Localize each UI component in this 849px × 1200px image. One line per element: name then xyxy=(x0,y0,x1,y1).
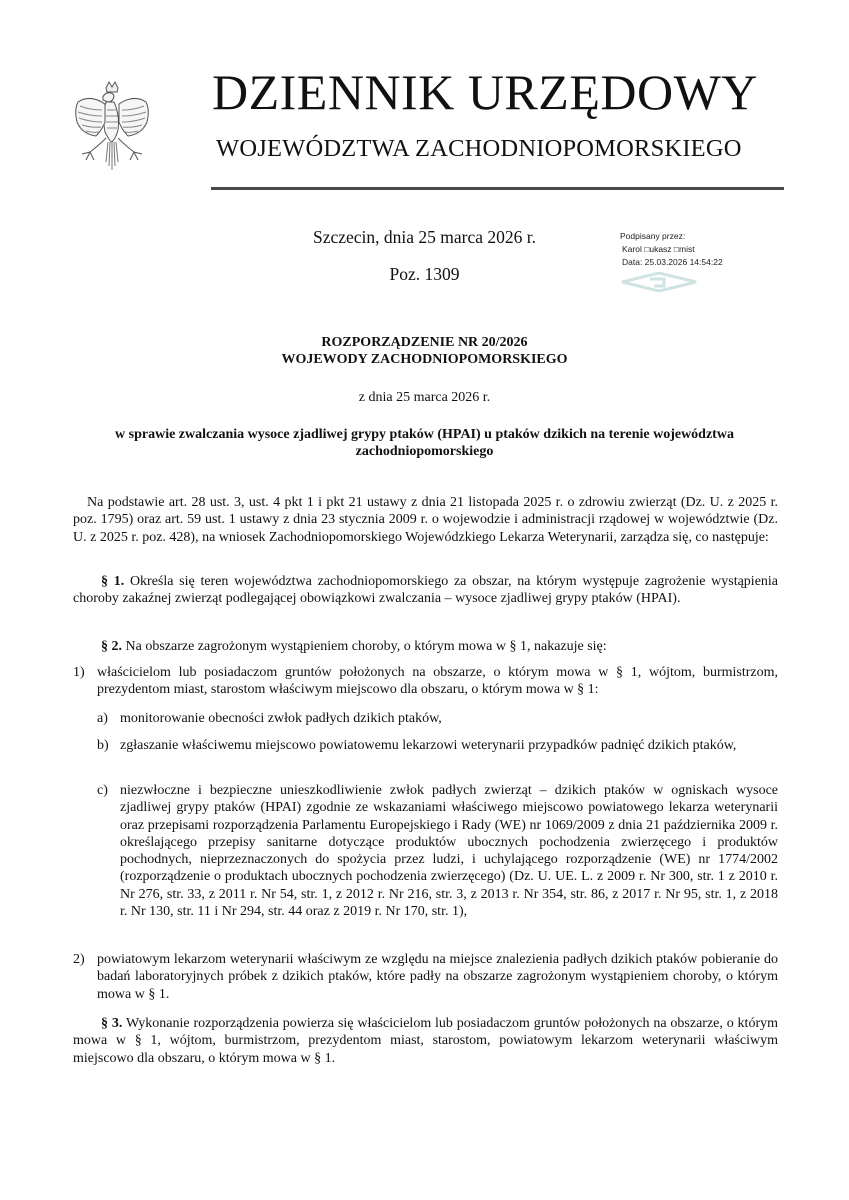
preamble-text: Na podstawie art. 28 ust. 3, ust. 4 pkt 1 i pkt 21 ustawy z dnia 21 listopada 2025 r. o zdrowiu zwierząt (Dz. U. z 2025 r. poz. 1795) oraz art. 59 ust. 1 ustawy z dnia 23 stycznia 2009 r. o wojewodzie i administracji rządowej w województwie (Dz. U. z 2025 r. poz. 428), na wniosek Zachodniopomorskiego Wojewódzkiego Lekarza Weterynarii, zarządza się, co następuje: xyxy=(73,495,778,545)
act-subject: w sprawie zwalczania wysoce zjadliwej grypy ptaków (HPAI) u ptaków dzikich na terenie województwa zachodniopomorskiego xyxy=(115,427,734,459)
signature-name: Karol □ukasz □mist xyxy=(622,244,695,254)
section-1 xyxy=(73,573,778,608)
subitem-letter: c) xyxy=(97,783,108,798)
section-3 xyxy=(73,1015,778,1067)
section-3-label: § 3. xyxy=(101,1016,123,1031)
section-3-text: Wykonanie rozporządzenia powierza się właścicielom lub posiadaczom gruntów położonych na obszarze, o którym mowa w § 1, wójtom, burmistrzom, prezydentom miast, starostom, powiatowym lekarzom weterynarii właściwym miejscowo dla obszaru, o którym mowa w § 1. xyxy=(73,1016,779,1066)
preamble xyxy=(73,494,778,546)
subitem-text: niezwłoczne i bezpieczne unieszkodliwienie zwłok padłych zwierząt – dzikich ptaków w ogniskach wysoce zjadliwej grypy ptaków (HPAI) zgodnie ze wskazaniami właściwego miejscowo powiatowego lekarza weterynarii oraz przepisami rozporządzenia Parlamentu Europejskiego i Rady (WE) nr 1069/2009 z dnia 21 października 2009 r. określającego przepisy sanitarne dotyczące produktów ubocznych pochodzenia zwierzęcego i produktów pochodnych, nieprzeznaczonych do spożycia przez ludzi, i uchylającego rozporządzenie (WE) nr 1774/2002 (rozporządzenie o produktach ubocznych pochodzenia zwierzęcego) (Dz. U. UE. L. z 2009 r. Nr 300, str. 1 z 2010 r. Nr 276, str. 33, z 2011 r. Nr 54, str. 1, z 2012 r. Nr 216, str. 3, z 2013 r. Nr 354, str. 86, z 2017 r. Nr 95, str. 1, z 2018 r. Nr 130, str. 11 i Nr 294, str. 44 oraz z 2019 r. Nr 170, str. 1), xyxy=(120,783,778,920)
position-number: Poz. 1309 xyxy=(389,264,460,284)
section-2-text: Na obszarze zagrożonym wystąpieniem choroby, o którym mowa w § 1, nakazuje się: xyxy=(125,639,607,654)
section-1-label: § 1. xyxy=(101,574,125,589)
signature-date: Data: 25.03.2026 14:54:22 xyxy=(622,257,723,267)
place-date-text: Szczecin, dnia 25 marca 2026 r. xyxy=(312,227,537,247)
item-text: właścicielom lub posiadaczom gruntów położonych na obszarze, o którym mowa w § 1, wójtom, burmistrzom, prezydentom miast, starostom właściwym miejscowo dla obszaru, o którym mowa w § 1: xyxy=(97,665,778,698)
digital-signature[interactable] xyxy=(620,230,723,269)
header-divider xyxy=(211,187,784,190)
section-2-item-1 xyxy=(73,664,778,699)
section-2 xyxy=(73,638,778,655)
subitem-text: monitorowanie obecności zwłok padłych dzikich ptaków, xyxy=(120,711,442,726)
section-2-item-1b xyxy=(73,737,778,754)
item-number: 2) xyxy=(73,952,85,967)
act-title-line1: ROZPORZĄDZENIE NR 20/2026 xyxy=(321,335,528,350)
act-title-line2: WOJEWODY ZACHODNIOPOMORSKIEGO xyxy=(281,352,568,367)
item-text: powiatowym lekarzom weterynarii właściwym ze względu na miejsce znalezienia padłych dzikich ptaków pobieranie do badań laboratoryjnych próbek z dzikich ptaków, które padły na obszarze zagrożonym wystąpieniem choroby, o którym mowa w § 1. xyxy=(97,952,778,1002)
journal-subtitle: WOJEWÓDZTWA ZACHODNIOPOMORSKIEGO xyxy=(216,135,742,162)
signature-validity-icon xyxy=(620,272,698,292)
subitem-letter: a) xyxy=(97,711,108,726)
polish-eagle-emblem-icon xyxy=(72,80,152,180)
signature-label: Podpisany przez: xyxy=(620,231,686,241)
section-1-text: Określa się teren województwa zachodniopomorskiego za obszar, na którym występuje zagrożenie wystąpienia choroby zakaźnej zwierząt podlegającej obowiązkowi zwalczania – wysoce zjadliwej grypy ptaków (HPAI). xyxy=(73,574,779,607)
subitem-letter: b) xyxy=(97,738,109,753)
section-2-item-1c xyxy=(73,782,778,920)
section-2-item-2 xyxy=(73,951,778,1003)
section-2-label: § 2. xyxy=(101,639,122,654)
item-number: 1) xyxy=(73,665,85,680)
journal-title: DZIENNIK URZĘDOWY xyxy=(212,64,758,120)
section-2-item-1a xyxy=(73,710,778,727)
subitem-text: zgłaszanie właściwemu miejscowo powiatowemu lekarzowi weterynarii przypadków padnięć dzikich ptaków, xyxy=(120,738,737,753)
act-date: z dnia 25 marca 2026 r. xyxy=(358,390,491,405)
